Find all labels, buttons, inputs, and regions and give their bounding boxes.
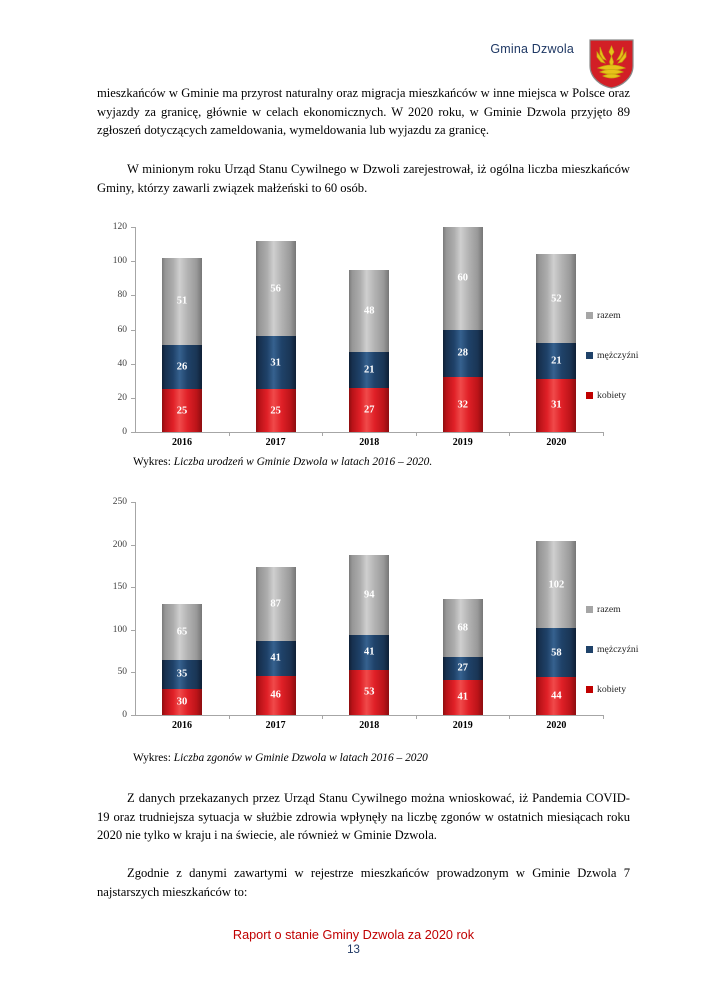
bar-segment-razem	[256, 241, 296, 337]
legend-item-mezczyzni[interactable]	[586, 644, 638, 655]
bar-segment-razem	[349, 270, 389, 352]
x-axis-label-2017: 2017	[265, 720, 286, 731]
legend-swatch-mezczyzni	[586, 646, 593, 653]
legend-item-kobiety[interactable]	[586, 390, 626, 401]
y-tick-label: 200	[112, 539, 127, 550]
legend-item-razem[interactable]	[586, 604, 621, 615]
legend-swatch-kobiety	[586, 392, 593, 399]
paragraph-2: W minionym roku Urząd Stanu Cywilnego w Dzwoli zarejestrował, iż ogólna liczba mieszkańców Gminy, którzy zawarli związek małżeński to 60 osób.	[97, 162, 630, 195]
caption-prefix: Wykres:	[133, 456, 174, 468]
bar-segment-mezczyzni	[443, 657, 483, 680]
bar-value-razem: 48	[363, 305, 375, 317]
chart-births-caption	[133, 456, 432, 468]
bar-value-mezczyzni: 35	[176, 668, 188, 680]
bar-segment-razem	[162, 604, 202, 659]
bar-segment-razem	[162, 258, 202, 345]
bar-value-kobiety: 25	[176, 405, 188, 417]
x-axis-label-2019: 2019	[452, 437, 473, 448]
y-tick-label: 80	[117, 290, 127, 301]
bar-segment-razem	[536, 541, 576, 628]
bar-segment-kobiety	[162, 389, 202, 432]
x-axis-label-2018: 2018	[359, 437, 380, 448]
chart-deaths	[97, 492, 642, 742]
x-axis-label-2017: 2017	[265, 437, 286, 448]
chart-births	[97, 205, 642, 450]
bar-segment-razem	[443, 599, 483, 657]
bar-2019[interactable]	[443, 599, 483, 715]
legend-label-razem: razem	[597, 310, 621, 321]
bar-value-razem: 68	[457, 622, 469, 634]
bar-value-razem: 102	[548, 579, 565, 591]
legend-label-mezczyzni: mężczyźni	[597, 350, 639, 361]
y-axis-line	[135, 502, 136, 715]
x-tick-mark	[509, 432, 510, 436]
page-title: Gmina Dzwola	[490, 42, 574, 56]
legend-item-mezczyzni[interactable]	[586, 350, 638, 361]
bar-value-mezczyzni: 28	[457, 347, 469, 359]
legend-swatch-razem	[586, 312, 593, 319]
bar-2018[interactable]	[349, 270, 389, 432]
bar-value-kobiety: 27	[363, 404, 375, 416]
y-axis-line	[135, 227, 136, 432]
x-tick-mark	[603, 432, 604, 436]
footer-page-number	[0, 944, 707, 956]
bar-segment-razem	[536, 254, 576, 343]
bar-segment-razem	[256, 567, 296, 641]
bar-value-kobiety: 31	[551, 399, 562, 411]
x-axis-label-2018: 2018	[359, 720, 380, 731]
y-tick-label: 50	[117, 667, 127, 678]
bar-segment-kobiety	[443, 377, 483, 432]
page-header	[0, 18, 707, 76]
bar-value-kobiety: 53	[363, 686, 375, 698]
bar-segment-mezczyzni	[349, 635, 389, 670]
bar-2019[interactable]	[443, 227, 483, 432]
bar-2018[interactable]	[349, 555, 389, 715]
bar-segment-kobiety	[256, 389, 296, 432]
bar-value-razem: 56	[270, 283, 281, 295]
bar-value-mezczyzni: 21	[551, 355, 562, 367]
x-tick-mark	[603, 715, 604, 719]
bar-segment-kobiety	[349, 670, 389, 715]
bar-value-mezczyzni: 58	[551, 647, 562, 659]
caption-prefix: Wykres:	[133, 752, 174, 764]
bar-value-mezczyzni: 31	[270, 357, 281, 369]
bar-segment-mezczyzni	[256, 641, 296, 676]
bar-segment-mezczyzni	[256, 336, 296, 389]
bar-segment-mezczyzni	[443, 330, 483, 378]
bar-value-kobiety: 25	[270, 405, 281, 417]
bar-value-mezczyzni: 41	[363, 646, 375, 658]
bar-segment-razem	[349, 555, 389, 635]
bar-value-kobiety: 32	[457, 399, 469, 411]
x-tick-mark	[322, 715, 323, 719]
bar-segment-kobiety	[256, 676, 296, 715]
paragraph-1: mieszkańców w Gminie ma przyrost naturalny oraz migracja mieszkańców w inne miejsca w Polsce oraz wyjazdy za granicę, głównie w celach ekonomicznych. W 2020 roku, w Gminie Dzwola przyjęto 89 zgłoszeń dotyczących zameldowania, wymeldowania lub wyjazdu za granicę.	[97, 86, 630, 138]
bar-2020[interactable]	[536, 254, 576, 432]
bar-2016[interactable]	[162, 604, 202, 715]
legend-swatch-razem	[586, 606, 593, 613]
y-tick-label: 100	[112, 624, 127, 635]
x-tick-mark	[229, 715, 230, 719]
y-tick-label: 40	[117, 358, 127, 369]
bar-segment-razem	[443, 227, 483, 330]
legend-label-kobiety: kobiety	[597, 684, 627, 695]
bar-segment-kobiety	[162, 689, 202, 715]
bar-value-kobiety: 44	[551, 690, 562, 702]
chart-deaths-caption	[133, 752, 428, 764]
footer-title: Raport o stanie Gminy Dzwola za 2020 rok	[232, 928, 475, 942]
bar-value-razem: 87	[270, 598, 281, 610]
bar-value-kobiety: 30	[176, 696, 188, 708]
y-tick-label: 0	[122, 710, 127, 720]
y-tick-label: 60	[117, 324, 127, 335]
y-tick-label: 0	[122, 427, 127, 437]
bar-segment-kobiety	[536, 379, 576, 432]
y-tick-label: 20	[117, 392, 127, 403]
caption-text: Liczba urodzeń w Gminie Dzwola w latach 2016 – 2020.	[173, 456, 433, 468]
bar-2016[interactable]	[162, 258, 202, 432]
bar-segment-mezczyzni	[162, 345, 202, 389]
legend-swatch-mezczyzni	[586, 352, 593, 359]
caption-text: Liczba zgonów w Gminie Dzwola w latach 2016 – 2020	[173, 752, 428, 764]
legend-item-razem[interactable]	[586, 310, 621, 321]
bar-value-mezczyzni: 21	[363, 364, 375, 376]
y-tick-label: 150	[112, 582, 127, 593]
bar-2020[interactable]	[536, 541, 576, 715]
y-tick-label: 120	[112, 222, 127, 232]
x-axis-label-2020: 2020	[546, 720, 567, 731]
x-axis-line	[135, 432, 603, 433]
bar-value-razem: 60	[457, 272, 469, 284]
coat-of-arms-icon	[588, 38, 635, 90]
legend-label-kobiety: kobiety	[597, 390, 627, 401]
x-tick-mark	[509, 715, 510, 719]
bar-2017[interactable]	[256, 241, 296, 432]
legend-item-kobiety[interactable]	[586, 684, 626, 695]
bar-segment-mezczyzni	[162, 660, 202, 690]
bar-segment-kobiety	[536, 677, 576, 715]
bar-value-mezczyzni: 27	[457, 662, 469, 674]
x-axis-line	[135, 715, 603, 716]
x-tick-mark	[322, 432, 323, 436]
bar-value-kobiety: 46	[270, 689, 281, 701]
bar-value-mezczyzni: 26	[176, 361, 188, 373]
bar-segment-mezczyzni	[349, 352, 389, 388]
bar-value-mezczyzni: 41	[270, 652, 281, 664]
bar-segment-mezczyzni	[536, 343, 576, 379]
bar-segment-kobiety	[349, 388, 389, 432]
y-tick-label: 250	[112, 497, 127, 507]
x-axis-label-2019: 2019	[452, 720, 473, 731]
x-tick-mark	[416, 432, 417, 436]
x-axis-label-2016: 2016	[172, 720, 192, 731]
legend-label-razem: razem	[597, 604, 621, 615]
bar-segment-mezczyzni	[536, 628, 576, 677]
paragraph-3: Z danych przekazanych przez Urząd Stanu Cywilnego można wnioskować, iż Pandemia COVID-19 oraz trudniejsza sytuacja w służbie zdrowia wpłynęły na liczbę zgonów w ostatnich miesiącach roku 2020 nie tylko w kraju i na świecie, ale również w Gminie Dzwola.	[97, 791, 630, 843]
bar-segment-kobiety	[443, 680, 483, 715]
x-tick-mark	[416, 715, 417, 719]
legend-label-mezczyzni: mężczyźni	[597, 644, 639, 655]
bar-value-razem: 51	[176, 295, 188, 307]
page-number-value: 13	[347, 944, 360, 956]
x-axis-label-2020: 2020	[546, 437, 567, 448]
legend-swatch-kobiety	[586, 686, 593, 693]
bar-value-kobiety: 41	[457, 691, 469, 703]
bar-value-razem: 65	[176, 626, 188, 638]
bar-value-razem: 52	[551, 293, 562, 305]
paragraph-4: Zgodnie z danymi zawartymi w rejestrze mieszkańców prowadzonym w Gminie Dzwola 7 najstarszych mieszkańców to:	[97, 866, 630, 899]
bar-2017[interactable]	[256, 567, 296, 715]
y-tick-label: 100	[112, 256, 127, 267]
x-axis-label-2016: 2016	[172, 437, 192, 448]
bar-value-razem: 94	[363, 589, 375, 601]
x-tick-mark	[229, 432, 230, 436]
